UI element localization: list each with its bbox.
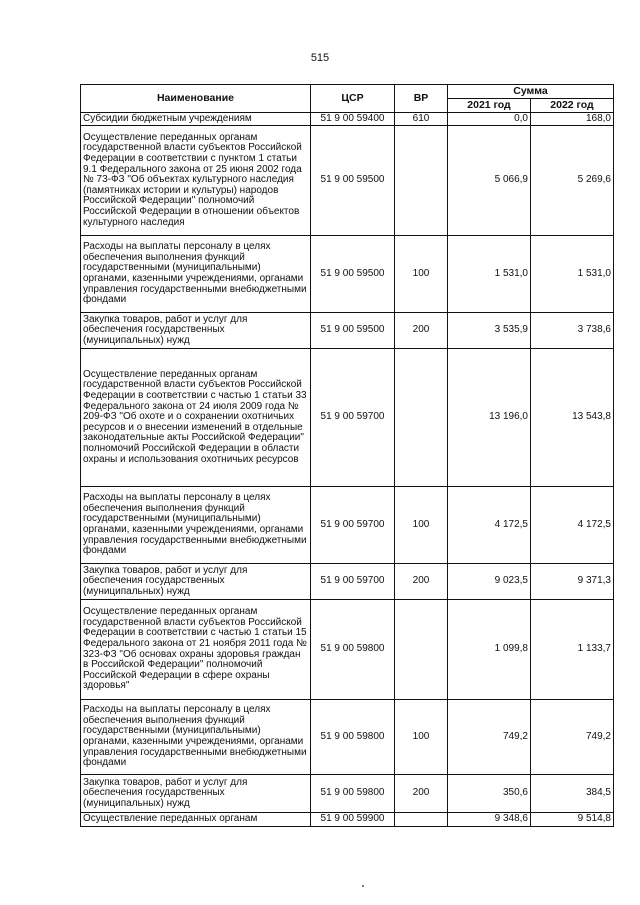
row-sum-2022: 168,0 [531, 113, 614, 126]
row-sum-2021: 1 099,8 [448, 600, 531, 700]
row-csr: 51 9 00 59500 [311, 313, 395, 349]
row-sum-2022: 9 371,3 [531, 564, 614, 600]
row-csr: 51 9 00 59700 [311, 487, 395, 564]
row-vr: 200 [395, 564, 448, 600]
row-name: Осуществление переданных органам государственной власти субъектов Российской Федерации в соответствии с пунктом 1 статьи 9.1 Федерального закона от 25 июня 2002 года № 73-ФЗ "Об объектах культурного наследия (памятниках истории и культуры) народов Российской Федерации" полномочий Российской Федерации в отношении объектов культурного наследия [81, 126, 311, 236]
row-vr: 610 [395, 113, 448, 126]
row-vr [395, 813, 448, 827]
row-csr: 51 9 00 59800 [311, 775, 395, 813]
row-csr: 51 9 00 59800 [311, 700, 395, 775]
row-vr: 100 [395, 236, 448, 313]
scan-speck [362, 885, 364, 887]
header-year-2022: 2022 год [531, 99, 614, 113]
row-sum-2022: 9 514,8 [531, 813, 614, 827]
row-sum-2021: 3 535,9 [448, 313, 531, 349]
row-sum-2021: 350,6 [448, 775, 531, 813]
table-row [81, 775, 614, 813]
row-name: Расходы на выплаты персоналу в целях обеспечения выполнения функций государственными (муниципальными) органами, казенными учреждениями, органами управления государственными внебюджетными фондами [81, 236, 311, 313]
row-sum-2021: 9 348,6 [448, 813, 531, 827]
page-number: 515 [310, 52, 330, 64]
row-csr: 51 9 00 59700 [311, 564, 395, 600]
table-row [81, 236, 614, 313]
row-vr: 200 [395, 775, 448, 813]
table-row [81, 813, 614, 827]
row-sum-2021: 749,2 [448, 700, 531, 775]
header-year-2021: 2021 год [448, 99, 531, 113]
row-sum-2022: 384,5 [531, 775, 614, 813]
row-vr [395, 600, 448, 700]
row-csr: 51 9 00 59400 [311, 113, 395, 126]
header-vr: ВР [395, 85, 448, 113]
row-sum-2022: 3 738,6 [531, 313, 614, 349]
row-sum-2022: 4 172,5 [531, 487, 614, 564]
table-row [81, 700, 614, 775]
row-sum-2022: 5 269,6 [531, 126, 614, 236]
table-row [81, 564, 614, 600]
table-row [81, 349, 614, 487]
row-name: Закупка товаров, работ и услуг для обеспечения государственных (муниципальных) нужд [81, 564, 311, 600]
row-name: Осуществление переданных органам государственной власти субъектов Российской Федерации в соответствии с частью 1 статьи 33 Федерального закона от 24 июля 2009 года № 209-ФЗ "Об охоте и о сохранении охотничьих ресурсов и о внесении изменений в отдельные законодательные акты Российской Федерации" полномочий Российской Федерации в области охраны и использования охотничьих ресурсов [81, 349, 311, 487]
table-row [81, 600, 614, 700]
row-name: Субсидии бюджетным учреждениям [81, 113, 311, 126]
row-csr: 51 9 00 59900 [311, 813, 395, 827]
header-name: Наименование [81, 85, 311, 113]
row-csr: 51 9 00 59800 [311, 600, 395, 700]
table-row [81, 313, 614, 349]
row-name: Осуществление переданных органам государственной власти субъектов Российской Федерации в соответствии с частью 1 статьи 15 Федерального закона от 21 ноября 2011 года № 323-ФЗ "Об основах охраны здоровья граждан в Российской Федерации" полномочий Российской Федерации в сфере охраны здоровья" [81, 600, 311, 700]
row-name: Осуществление переданных органам [81, 813, 311, 827]
row-name: Закупка товаров, работ и услуг для обеспечения государственных (муниципальных) нужд [81, 775, 311, 813]
row-csr: 51 9 00 59500 [311, 126, 395, 236]
row-sum-2022: 1 133,7 [531, 600, 614, 700]
budget-table [80, 84, 614, 827]
row-sum-2021: 5 066,9 [448, 126, 531, 236]
header-csr: ЦСР [311, 85, 395, 113]
row-sum-2022: 749,2 [531, 700, 614, 775]
table-row [81, 113, 614, 126]
row-sum-2021: 0,0 [448, 113, 531, 126]
row-vr: 200 [395, 313, 448, 349]
row-sum-2022: 1 531,0 [531, 236, 614, 313]
row-sum-2022: 13 543,8 [531, 349, 614, 487]
row-sum-2021: 13 196,0 [448, 349, 531, 487]
row-vr: 100 [395, 487, 448, 564]
row-vr [395, 126, 448, 236]
row-vr: 100 [395, 700, 448, 775]
row-csr: 51 9 00 59500 [311, 236, 395, 313]
table-row [81, 126, 614, 236]
row-name: Расходы на выплаты персоналу в целях обеспечения выполнения функций государственными (муниципальными) органами, казенными учреждениями, органами управления государственными внебюджетными фондами [81, 487, 311, 564]
row-vr [395, 349, 448, 487]
row-sum-2021: 4 172,5 [448, 487, 531, 564]
header-sum: Сумма [448, 85, 614, 99]
row-sum-2021: 1 531,0 [448, 236, 531, 313]
row-name: Расходы на выплаты персоналу в целях обеспечения выполнения функций государственными (муниципальными) органами, казенными учреждениями, органами управления государственными внебюджетными фондами [81, 700, 311, 775]
row-name: Закупка товаров, работ и услуг для обеспечения государственных (муниципальных) нужд [81, 313, 311, 349]
row-csr: 51 9 00 59700 [311, 349, 395, 487]
row-sum-2021: 9 023,5 [448, 564, 531, 600]
table-row [81, 487, 614, 564]
